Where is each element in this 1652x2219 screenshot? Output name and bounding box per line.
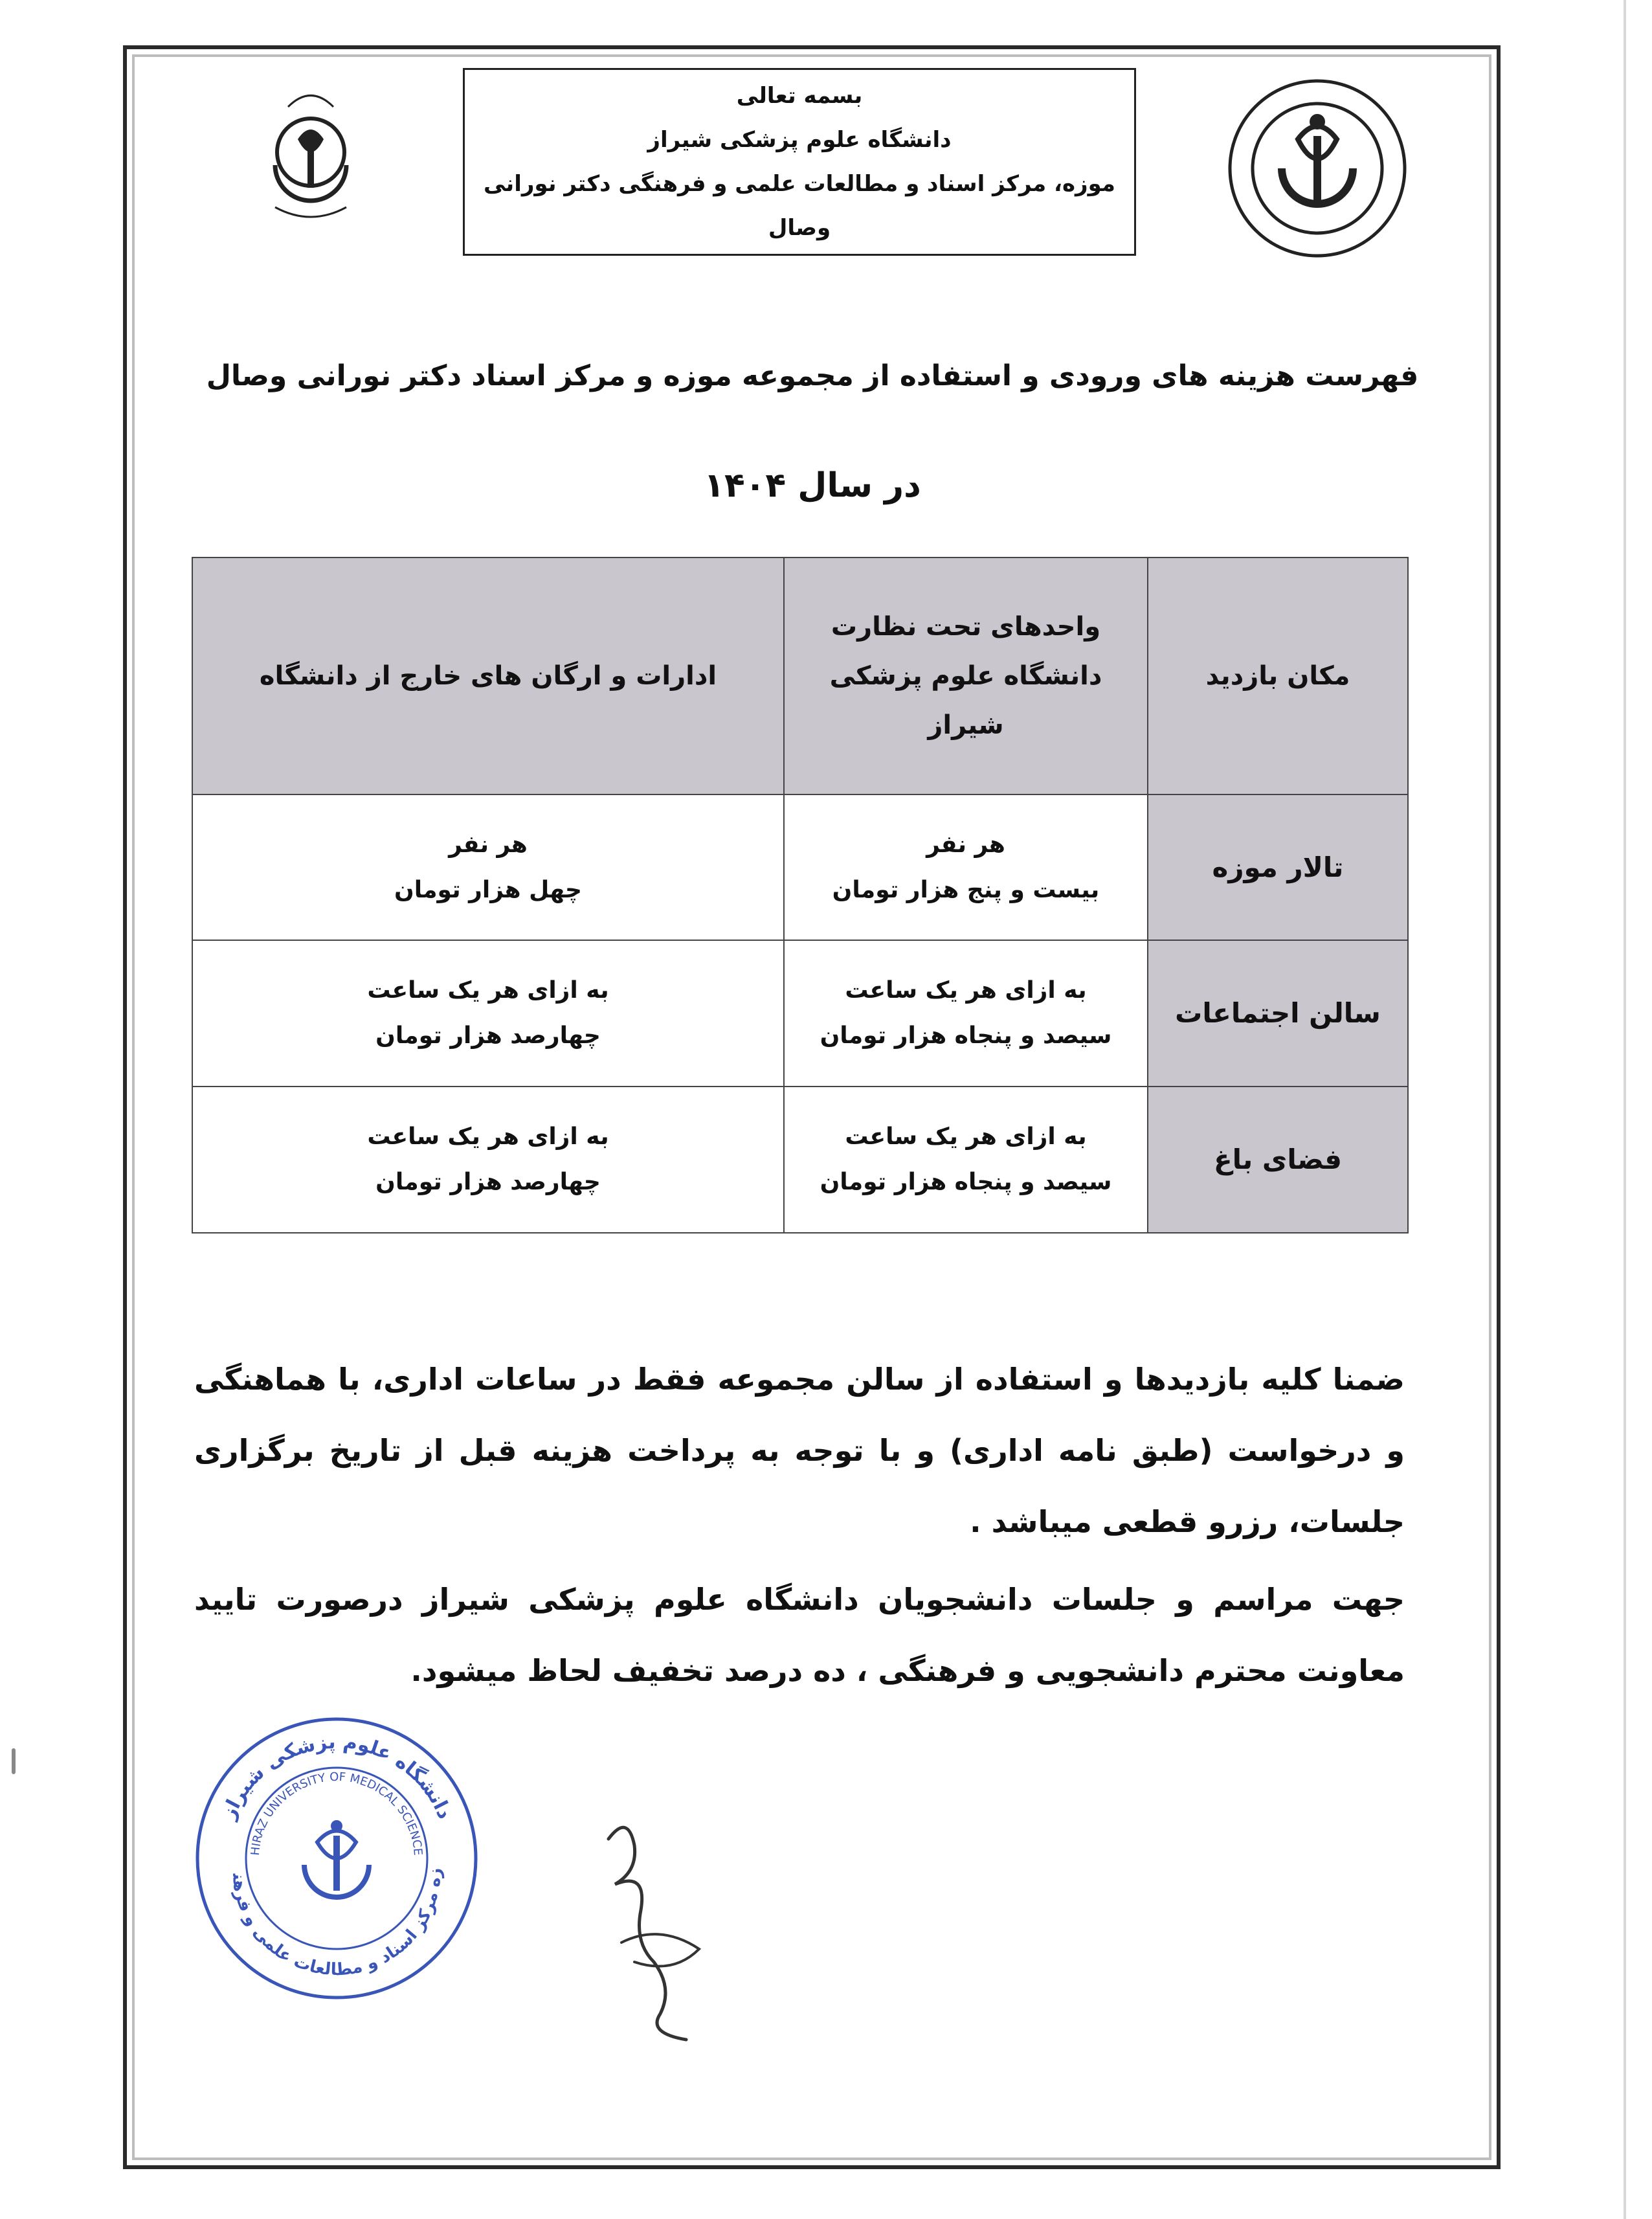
row-university-fee [784,940,1148,1087]
row-place: فضای باغ [1148,1087,1408,1233]
row-external-fee [192,1087,784,1233]
table-row [192,794,1408,941]
fees-table [192,557,1409,1233]
stamp-english-text: HIRAZ UNIVERSITY OF MEDICAL SCIENCE [248,1770,425,1856]
row-university-fee [784,1087,1148,1233]
fee-unit: هر نفر [926,831,1005,858]
fee-unit: هر نفر [449,831,528,858]
note-paragraph-reservation: ضمنا کلیه بازدیدها و استفاده از سالن مجموعه فقط در ساعات اداری، با هماهنگی و درخواست (طبق نامه اداری) و با توجه به پرداخت هزینه قبل از تاریخ برگزاری جلسات، رزرو قطعی میباشد . [194,1362,1405,1539]
notes-section [194,1344,1405,1706]
fee-amount: چهارصد هزار تومان [375,1169,601,1196]
header-institution: موزه، مرکز اسناد و مطالعات علمی و فرهنگی دکتر نورانی وصال [484,171,1115,241]
museum-logo [249,68,372,236]
header-university: دانشگاه علوم پزشکی شیراز [647,127,952,153]
signature [583,1800,764,2059]
fee-amount: سیصد و پنجاه هزار تومان [820,1169,1112,1196]
page-subtitle-year: در سال ۱۴۰۴ [704,466,921,505]
svg-text:SHIRAZ UNIVERSITY OF MEDICAL S [188,1709,425,1856]
row-university-fee [784,794,1148,941]
letterhead-box [463,68,1136,256]
fee-amount: سیصد و پنجاه هزار تومان [820,1022,1112,1050]
fee-amount: بیست و پنج هزار تومان [832,876,1100,903]
header-external-orgs: ادارات و ارگان های خارج از دانشگاه [192,558,784,794]
table-row [192,940,1408,1087]
fee-unit: به ازای هر یک ساعت [845,977,1087,1004]
row-external-fee [192,940,784,1087]
header-place: مکان بازدید [1148,558,1408,794]
stamp-bottom-text: زه مرکز اسناد و مطالعات علمی و فرهن [228,1867,445,1980]
scan-edge [1624,0,1626,2219]
university-logo [1220,71,1414,265]
row-place: سالن اجتماعات [1148,940,1408,1087]
fee-amount: چهل هزار تومان [394,876,582,903]
table-row [192,1087,1408,1233]
table-header-row [192,558,1408,794]
scan-mark [12,1748,16,1774]
row-place: تالار موزه [1148,794,1408,941]
page-title: فهرست هزینه های ورودی و استفاده از مجموعه موزه و مرکز اسناد دکتر نورانی وصال [206,359,1419,392]
header-university-units: واحدهای تحت نظارت دانشگاه علوم پزشکی شیراز [784,558,1148,794]
fee-unit: به ازای هر یک ساعت [367,977,609,1004]
official-stamp [188,1709,486,2007]
row-external-fee [192,794,784,941]
header-basmala: بسمه تعالی [736,83,863,109]
fee-amount: چهارصد هزار تومان [375,1022,601,1050]
fee-unit: به ازای هر یک ساعت [367,1123,609,1151]
stamp-outer-text: دانشگاه علوم پزشکی شیراز [217,1730,456,1823]
note-paragraph-discount: جهت مراسم و جلسات دانشجویان دانشگاه علوم پزشکی شیراز درصورت تایید معاونت محترم دانشجویی و فرهنگی ، ده درصد تخفیف لحاظ میشود. [194,1582,1405,1688]
fee-unit: به ازای هر یک ساعت [845,1123,1087,1151]
